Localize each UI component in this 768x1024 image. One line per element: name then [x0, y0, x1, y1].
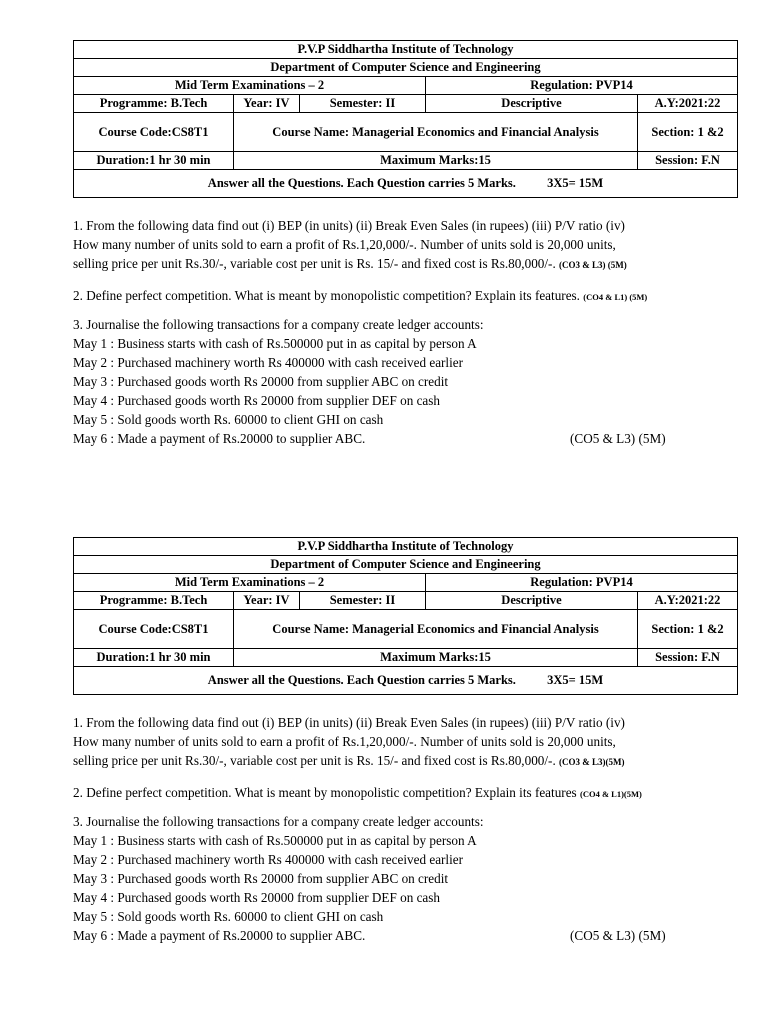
- year: Year: IV: [234, 592, 300, 610]
- question-3-co-tag: (CO5 & L3) (5M): [570, 431, 666, 446]
- question-3: [73, 315, 737, 448]
- question-2-text: 2. Define perfect competition. What is meant by monopolistic competition? Explain its features: [73, 785, 577, 800]
- question-2-row: [73, 783, 737, 804]
- question-1: [73, 216, 737, 275]
- question-2-co-tag: (CO4 & L1) (5M): [583, 292, 648, 302]
- transaction-line: May 2 : Purchased machinery worth Rs 400000 with cash received earlier: [73, 355, 464, 370]
- programme: Programme: B.Tech: [74, 95, 234, 113]
- question-1-co-tag: (CO3 & L3)(5M): [559, 757, 625, 767]
- semester: Semester: II: [300, 95, 426, 113]
- question-1-line-2: How many number of units sold to earn a profit of Rs.1,20,000/-. Number of units sold is 20,000 units,: [73, 237, 616, 252]
- instruction-row: [74, 170, 738, 198]
- maximum-marks: Maximum Marks:15: [234, 649, 638, 667]
- institute-name: P.V.P Siddhartha Institute of Technology: [74, 41, 738, 59]
- session: Session: F.N: [638, 152, 738, 170]
- transaction-line: May 2 : Purchased machinery worth Rs 400000 with cash received earlier: [73, 852, 464, 867]
- question-3-intro: 3. Journalise the following transactions for a company create ledger accounts:: [73, 317, 484, 332]
- transaction-line: May 1 : Business starts with cash of Rs.500000 put in as capital by person A: [73, 833, 477, 848]
- transaction-line: May 6 : Made a payment of Rs.20000 to supplier ABC.: [73, 928, 366, 943]
- session: Session: F.N: [638, 649, 738, 667]
- course-code: Course Code:CS8T1: [74, 610, 234, 649]
- question-3-intro: 3. Journalise the following transactions for a company create ledger accounts:: [73, 814, 484, 829]
- course-name: Course Name: Managerial Economics and Financial Analysis: [234, 113, 638, 152]
- question-1: [73, 713, 737, 772]
- instruction: Answer all the Questions. Each Question carries 5 Marks.: [207, 673, 516, 687]
- transaction-line: May 4 : Purchased goods worth Rs 20000 from supplier DEF on cash: [73, 890, 441, 905]
- institute-name: P.V.P Siddhartha Institute of Technology: [74, 538, 738, 556]
- transaction-line: May 1 : Business starts with cash of Rs.500000 put in as capital by person A: [73, 336, 477, 351]
- question-1-line-2: How many number of units sold to earn a profit of Rs.1,20,000/-. Number of units sold is 20,000 units,: [73, 734, 616, 749]
- question-paper-1: [73, 40, 737, 446]
- section: Section: 1 &2: [638, 113, 738, 152]
- regulation: Regulation: PVP14: [426, 574, 738, 592]
- transaction-line: May 6 : Made a payment of Rs.20000 to supplier ABC.: [73, 431, 366, 446]
- question-1-line-3: selling price per unit Rs.30/-, variable cost per unit is Rs. 15/- and fixed cost is Rs.80,000/-.: [73, 256, 556, 271]
- regulation: Regulation: PVP14: [426, 77, 738, 95]
- exam-type: Descriptive: [426, 95, 638, 113]
- question-1-line-3: selling price per unit Rs.30/-, variable cost per unit is Rs. 15/- and fixed cost is Rs.80,000/-.: [73, 753, 556, 768]
- exam-name: Mid Term Examinations – 2: [74, 77, 426, 95]
- exam-header-table: [73, 40, 738, 198]
- exam-type: Descriptive: [426, 592, 638, 610]
- maximum-marks: Maximum Marks:15: [234, 152, 638, 170]
- question-paper-2: [73, 537, 737, 943]
- section: Section: 1 &2: [638, 610, 738, 649]
- question-3: [73, 812, 737, 945]
- exam-name: Mid Term Examinations – 2: [74, 574, 426, 592]
- marks-formula: 3X5= 15M: [547, 673, 604, 687]
- question-1-line-3-row: [73, 751, 737, 772]
- department-name: Department of Computer Science and Engineering: [74, 556, 738, 574]
- duration: Duration:1 hr 30 min: [74, 152, 234, 170]
- question-2: [73, 286, 737, 307]
- instruction-row: [74, 667, 738, 695]
- question-3-co-tag: (CO5 & L3) (5M): [570, 928, 666, 943]
- year: Year: IV: [234, 95, 300, 113]
- exam-header-table: [73, 537, 738, 695]
- semester: Semester: II: [300, 592, 426, 610]
- question-1-line-1: 1. From the following data find out (i) BEP (in units) (ii) Break Even Sales (in rupees) (iii) P/V ratio (iv): [73, 715, 625, 730]
- duration: Duration:1 hr 30 min: [74, 649, 234, 667]
- transaction-line: May 3 : Purchased goods worth Rs 20000 from supplier ABC on credit: [73, 871, 449, 886]
- programme: Programme: B.Tech: [74, 592, 234, 610]
- academic-year: A.Y:2021:22: [638, 592, 738, 610]
- course-code: Course Code:CS8T1: [74, 113, 234, 152]
- instruction: Answer all the Questions. Each Question carries 5 Marks.: [207, 176, 516, 190]
- academic-year: A.Y:2021:22: [638, 95, 738, 113]
- transaction-last-row: [73, 926, 737, 945]
- department-name: Department of Computer Science and Engineering: [74, 59, 738, 77]
- question-1-line-3-row: [73, 254, 737, 275]
- question-2-co-tag: (CO4 & L1)(5M): [579, 789, 642, 799]
- transaction-last-row: [73, 429, 737, 448]
- course-name: Course Name: Managerial Economics and Financial Analysis: [234, 610, 638, 649]
- question-1-line-1: 1. From the following data find out (i) BEP (in units) (ii) Break Even Sales (in rupees) (iii) P/V ratio (iv): [73, 218, 625, 233]
- question-2-row: [73, 286, 737, 307]
- transaction-line: May 4 : Purchased goods worth Rs 20000 from supplier DEF on cash: [73, 393, 441, 408]
- transaction-line: May 3 : Purchased goods worth Rs 20000 from supplier ABC on credit: [73, 374, 449, 389]
- marks-formula: 3X5= 15M: [547, 176, 604, 190]
- question-1-co-tag: (CO3 & L3) (5M): [559, 260, 627, 270]
- transaction-line: May 5 : Sold goods worth Rs. 60000 to client GHI on cash: [73, 909, 384, 924]
- question-2-text: 2. Define perfect competition. What is meant by monopolistic competition? Explain its features.: [73, 288, 580, 303]
- question-2: [73, 783, 737, 804]
- transaction-line: May 5 : Sold goods worth Rs. 60000 to client GHI on cash: [73, 412, 384, 427]
